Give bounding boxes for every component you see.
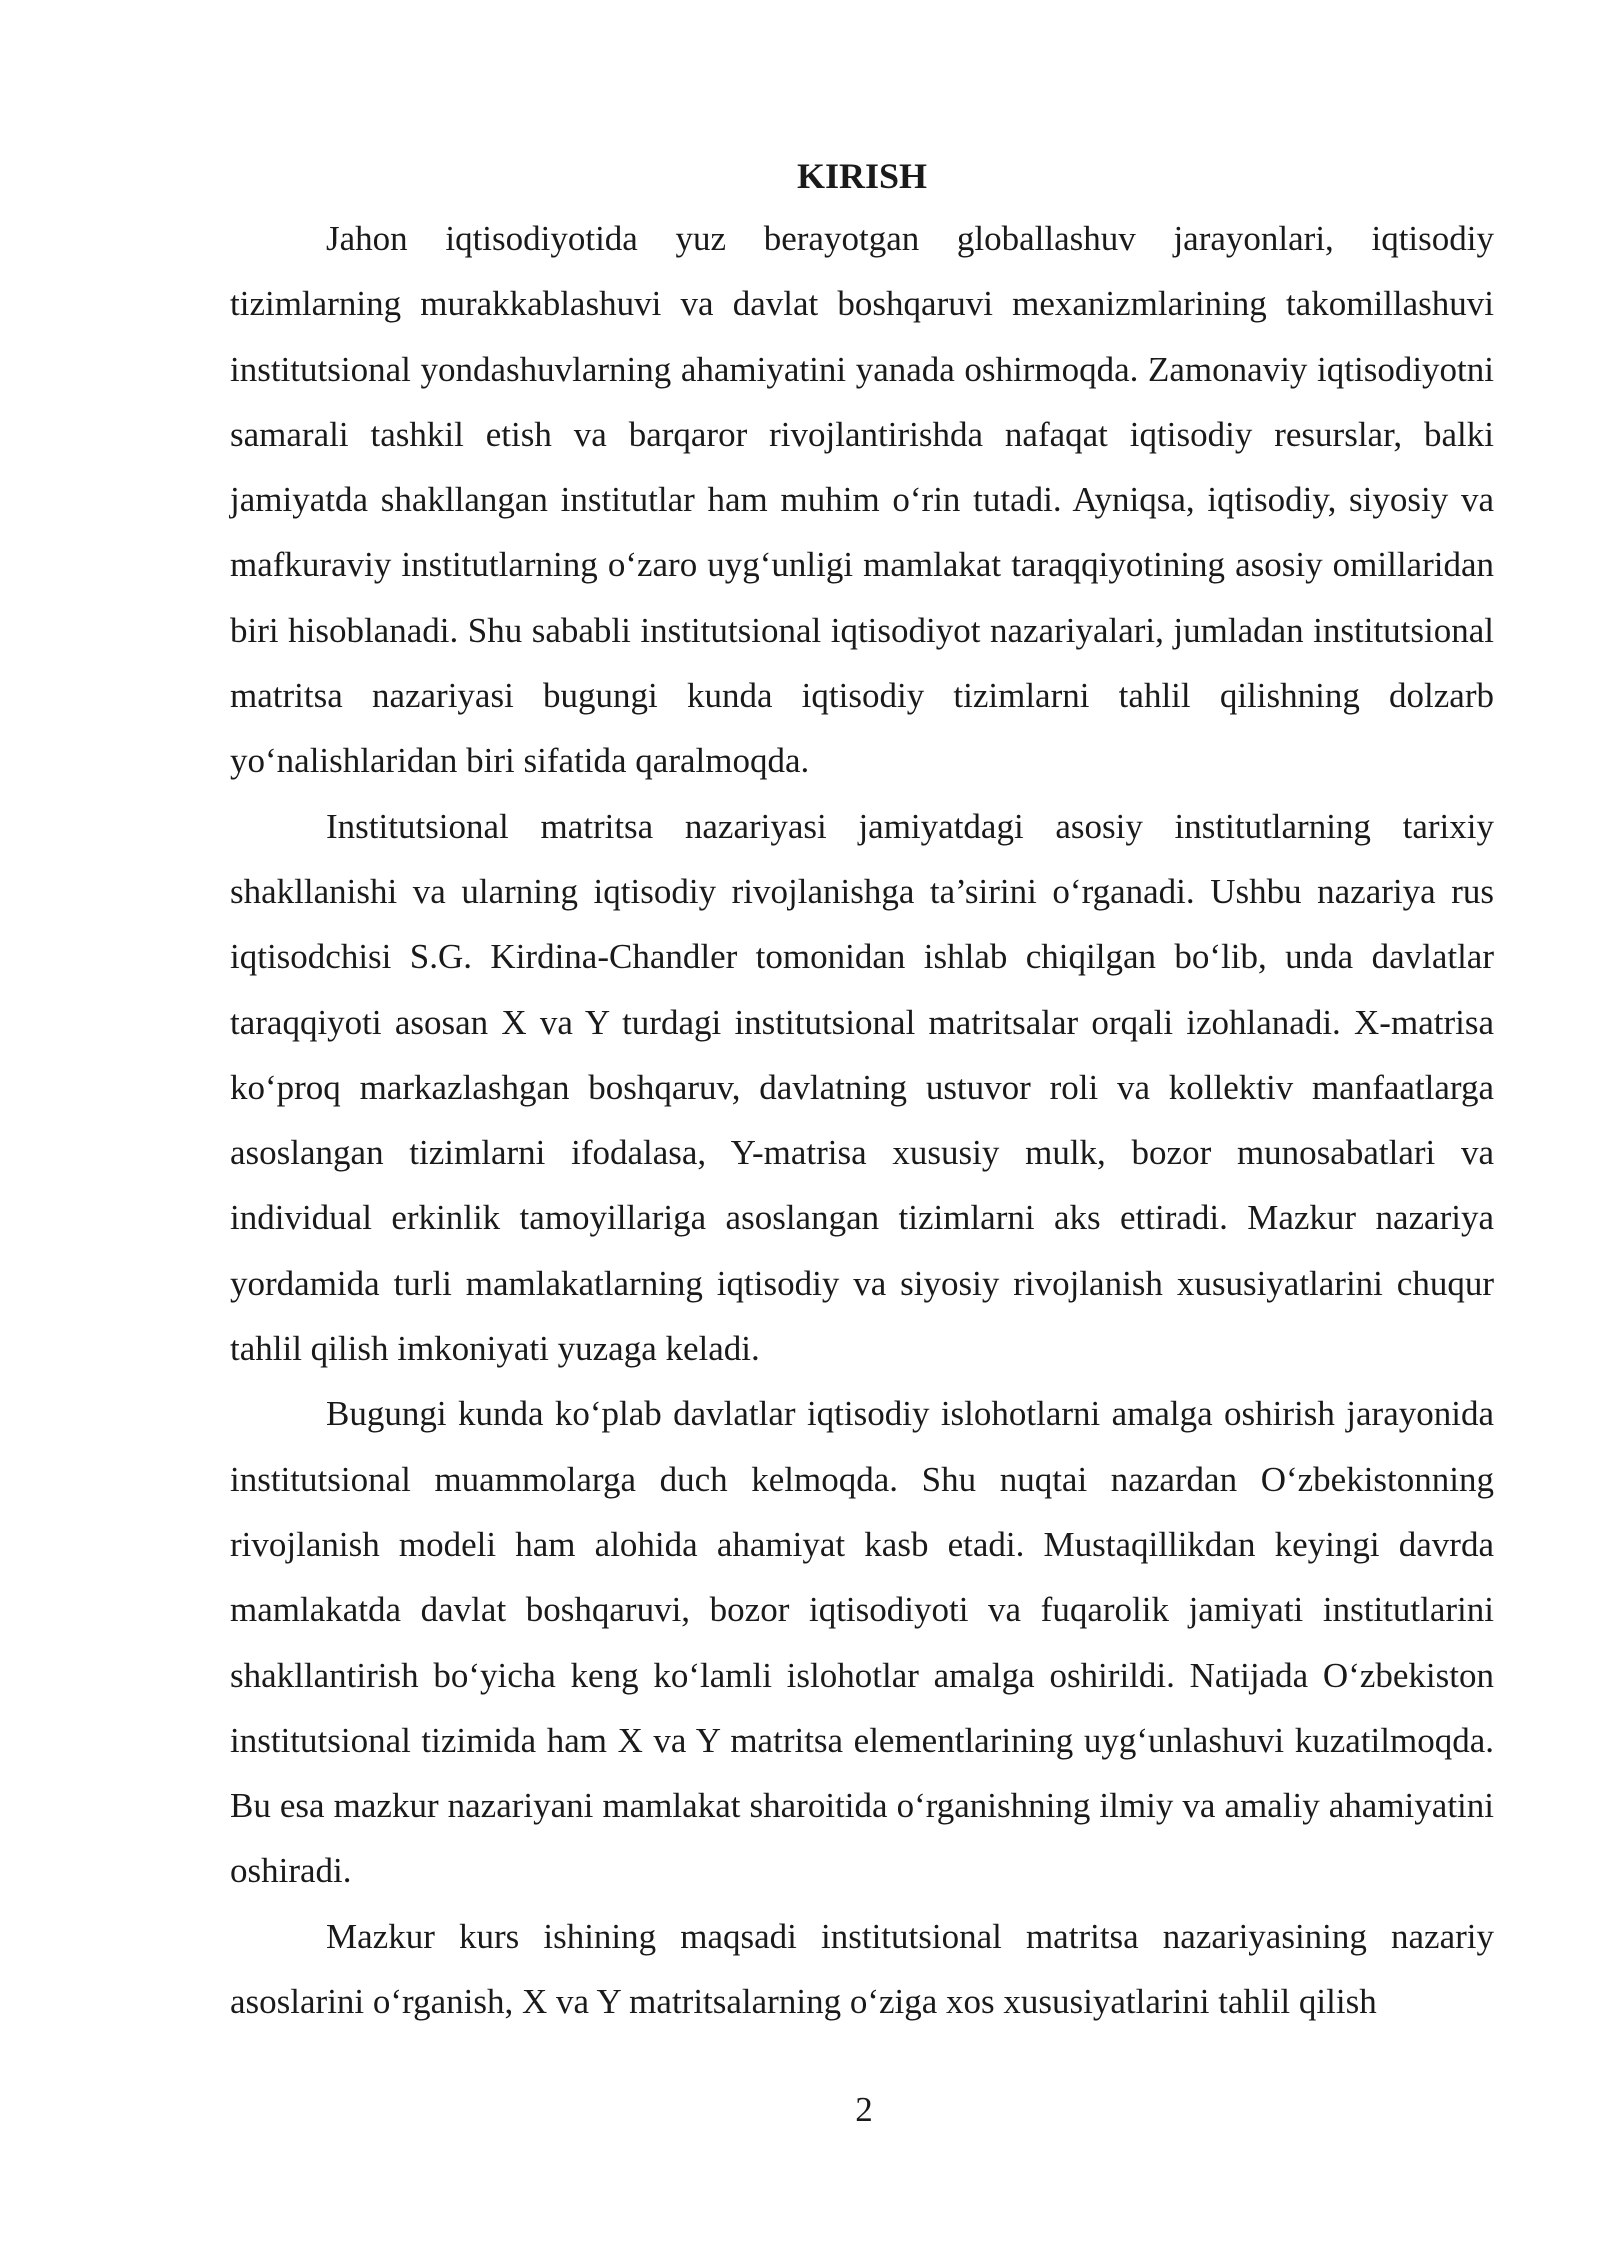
page-number: 2 (855, 2090, 873, 2129)
section-heading: KIRISH (796, 156, 928, 196)
paragraph-1: Jahon iqtisodiyotida yuz berayotgan globallashuv jarayonlari, iqtisodiy tizimlarning murakkablashuvi va davlat boshqaruvi mexanizmlarining takomillashuvi institutsional yondashuvlarning ahamiyatini yanada oshirmoqda. Zamonaviy iqtisodiyotni samarali tashkil etish va barqaror rivojlantirishda nafaqat iqtisodiy resurslar, balki jamiyatda shakllangan institutlar ham muhim o‘rin tutadi. Ayniqsa, iqtisodiy, siyosiy va mafkuraviy institutlarning o‘zaro uyg‘unligi mamlakat taraqqiyotining asosiy omillaridan biri hisoblanadi. Shu sababli institutsional iqtisodiyot nazariyalari, jumladan institutsional matritsa nazariyasi bugungi kunda iqtisodiy tizimlarni tahlil qilishning dolzarb yo‘nalishlaridan biri sifatida qaralmoqda. (230, 219, 1494, 781)
document-page (230, 150, 1494, 2034)
paragraph-2: Institutsional matritsa nazariyasi jamiyatdagi asosiy institutlarning tarixiy shakllanishi va ularning iqtisodiy rivojlanishga ta’sirini o‘rganadi. Ushbu nazariya rus iqtisodchisi S.G. Kirdina-Chandler tomonidan ishlab chiqilgan bo‘lib, unda davlatlar taraqqiyoti asosan X va Y turdagi institutsional matritsalar orqali izohlanadi. X-matrisa ko‘proq markazlashgan boshqaruv, davlatning ustuvor roli va kollektiv manfaatlarga asoslangan tizimlarni ifodalasa, Y-matrisa xususiy mulk, bozor munosabatlari va individual erkinlik tamoyillariga asoslangan tizimlarni aks ettiradi. Mazkur nazariya yordamida turli mamlakatlarning iqtisodiy va siyosiy rivojlanish xususiyatlarini chuqur tahlil qilish imkoniyati yuzaga keladi. (230, 806, 1494, 1369)
paragraph-4: Mazkur kurs ishining maqsadi institutsional matritsa nazariyasining nazariy asoslarini o‘rganish, X va Y matritsalarning o‘ziga xos xususiyatlarini tahlil qilish (230, 1916, 1494, 2022)
paragraph-3: Bugungi kunda ko‘plab davlatlar iqtisodiy islohotlarni amalga oshirish jarayonida institutsional muammolarga duch kelmoqda. Shu nuqtai nazardan O‘zbekistonning rivojlanish modeli ham alohida ahamiyat kasb etadi. Mustaqillikdan keyingi davrda mamlakatda davlat boshqaruvi, bozor iqtisodiyoti va fuqarolik jamiyati institutlarini shakllantirish bo‘yicha keng ko‘lamli islohotlar amalga oshirildi. Natijada O‘zbekiston institutsional tizimida ham X va Y matritsa elementlarining uyg‘unlashuvi kuzatilmoqda. Bu esa mazkur nazariyani mamlakat sharoitida o‘rganishning ilmiy va amaliy ahamiyatini oshiradi. (230, 1394, 1494, 1891)
